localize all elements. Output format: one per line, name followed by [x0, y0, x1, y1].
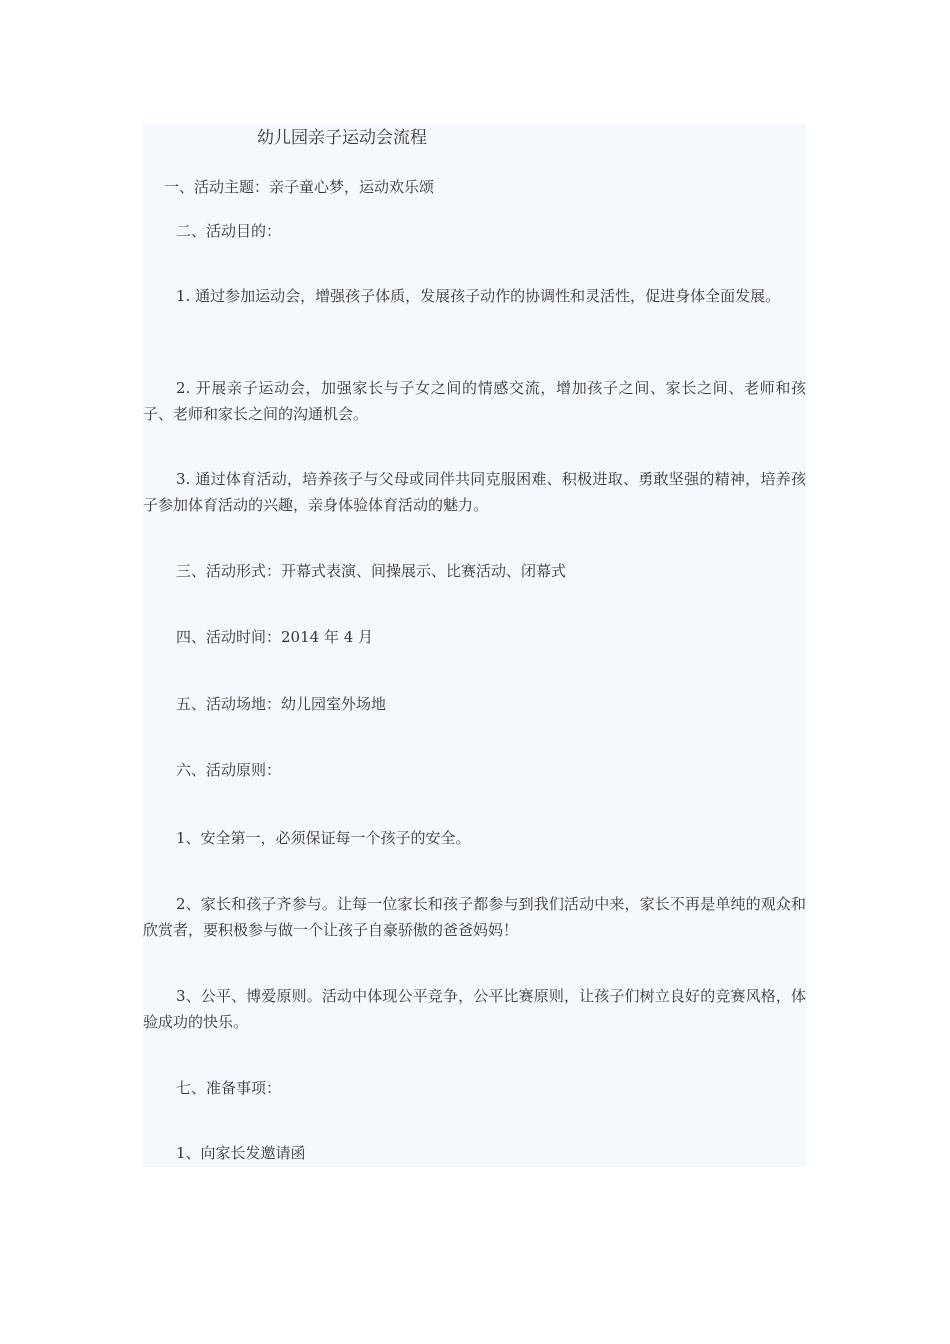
section-venue: 五、活动场地：幼儿园室外场地: [176, 695, 387, 713]
section-time: 四、活动时间：2014 年 4 月: [176, 628, 374, 646]
principle-item-2: 2、家长和孩子齐参与。让每一位家长和孩子都参与到我们活动中来，家长不再是单纯的观众和欣赏者，要积极参与做一个让孩子自豪骄傲的爸爸妈妈！: [143, 895, 806, 939]
document-page: [143, 124, 806, 1167]
purpose-item-1: 1. 通过参加运动会，增强孩子体质，发展孩子动作的协调性和灵活性，促进身体全面发展。: [176, 287, 781, 305]
principle-item-1: 1、安全第一，必须保证每一个孩子的安全。: [176, 829, 471, 847]
section-purpose-heading: 二、活动目的：: [176, 222, 282, 240]
purpose-item-3: 3. 通过体育活动，培养孩子与父母或同伴共同克服困难、积极进取、勇敢坚强的精神，培养孩子参加体育活动的兴趣，亲身体验体育活动的魅力。: [143, 470, 806, 514]
section-theme: 一、活动主题：亲子童心梦，运动欢乐颂: [164, 178, 435, 196]
document-title: 幼儿园亲子运动会流程: [257, 128, 427, 148]
principle-item-3: 3、公平、博爱原则。活动中体现公平竞争，公平比赛原则，让孩子们树立良好的竞赛风格，体验成功的快乐。: [143, 987, 806, 1031]
section-principles-heading: 六、活动原则：: [176, 761, 282, 779]
section-form: 三、活动形式：开幕式表演、间操展示、比赛活动、闭幕式: [176, 562, 567, 580]
section-prep-heading: 七、准备事项：: [176, 1079, 282, 1097]
prep-item-1: 1、向家长发邀请函: [176, 1144, 306, 1162]
purpose-item-2: 2. 开展亲子运动会，加强家长与子女之间的情感交流，增加孩子之间、家长之间、老师和孩子、老师和家长之间的沟通机会。: [143, 379, 806, 423]
